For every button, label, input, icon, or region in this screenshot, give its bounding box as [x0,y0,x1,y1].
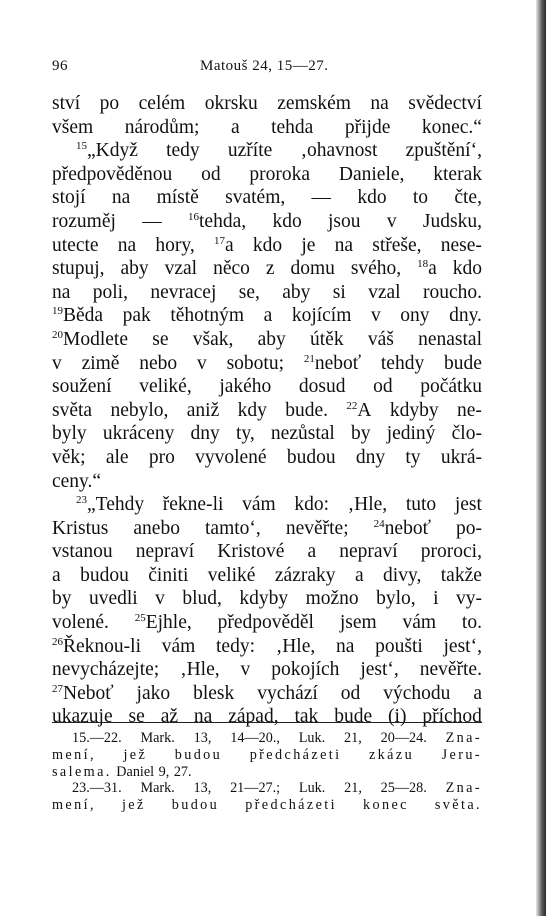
word: člo- [451,423,482,445]
word: Mark. [140,780,175,797]
word: bude [334,706,373,728]
word: v [240,659,251,681]
word: ‚Hle, [347,494,388,516]
word: vstanou [52,541,113,563]
word: po- [455,517,482,539]
footnote-divider [52,722,482,723]
word: jako [136,682,171,704]
word: ukrá- [440,446,482,468]
word: tak [294,706,319,728]
word: vychází [257,682,318,704]
word: 23.—31. [72,780,122,797]
word: jež [121,797,146,814]
word: pro [148,446,175,468]
word: nezůstal [270,423,335,445]
word: 14—20., [230,730,280,746]
verse-number: 15 [76,140,87,153]
word: po [99,93,120,114]
word: vyvolené [195,446,267,468]
word: Daniele, [338,163,405,185]
word: kdo [252,234,283,256]
text-line [52,682,482,706]
word: vám [161,635,196,657]
page-number: 96 [52,58,68,74]
word: v [155,588,165,610]
footnote-line [52,747,482,764]
word: příchod [422,706,482,728]
verse-number: 19 [52,305,63,318]
verse-word [417,257,437,281]
text-line [52,163,482,187]
word: na [370,93,389,114]
word: svatém, [225,187,286,209]
word: ‚Hle, [275,635,316,657]
word: stojí [52,187,86,209]
word: aniž [186,399,220,421]
text-line [52,92,482,116]
word: sobotu; [226,352,284,374]
word: zkázu [368,746,415,763]
footnote-line [52,780,482,797]
word: tehda [271,116,314,138]
word: Modlete [63,328,128,350]
text-line [52,257,482,281]
word: Luk. [298,730,326,746]
word: takže [440,564,482,586]
word: z [265,258,275,280]
running-head: Matouš 24, 15—27. [200,58,329,74]
text-line [52,399,482,423]
word: mení, [52,746,96,763]
word: Mark. [140,730,175,746]
word: jest‘, [360,659,399,681]
text-line [52,540,482,564]
word: však, [192,328,234,350]
text-line [52,210,482,234]
word: a [428,258,437,280]
word: roucho. [422,281,482,303]
word: se, [238,281,260,303]
footnote-line [52,797,482,814]
footnotes [52,730,482,814]
text-line [52,635,482,659]
word: 21—27.; [230,780,281,797]
word: a [224,234,234,256]
word: jsou [328,210,361,232]
word: ukráceny [102,423,175,445]
word: poušti [375,635,423,657]
text-line [52,517,482,541]
word: uvedli [88,588,138,610]
word: „Když [87,140,138,162]
verse-number: 22 [346,399,358,412]
text-line [52,446,482,470]
word: A [357,399,372,421]
word: a [354,564,364,586]
verse-number: 25 [134,612,146,625]
word: se [128,706,145,728]
verse-word [52,304,103,328]
text-line [52,705,482,729]
word: nevracej [150,281,217,303]
word: věk; [52,446,86,468]
verse-word [52,682,114,706]
word: v [52,352,62,374]
word: svědectví [408,93,482,114]
word: Zna- [445,730,482,746]
text-line [52,658,482,682]
word: konec.“ [421,116,482,138]
word: 20—24. [380,730,427,746]
word: těhotným [170,305,245,327]
page-header [52,58,482,82]
word: kdo [357,187,387,209]
word: v [386,210,397,232]
word: předpověděl [217,612,314,634]
word: na [111,187,131,209]
word: na [193,706,213,728]
word: váš [367,328,394,350]
word: se [152,328,169,350]
word: tedy [166,140,200,162]
word: ství [52,93,81,114]
word: národům; [124,116,200,138]
verse-word [52,328,128,352]
word: Jeru- [441,746,482,763]
word: veliké, [139,376,192,398]
word: západ, [228,706,279,728]
verse-number: 17 [213,234,225,247]
word: stupuj, [52,258,105,280]
word: na [335,635,355,657]
verse-word [374,517,431,541]
word: i [433,588,439,610]
word: zemském [277,93,351,114]
word: aby [282,281,311,303]
text-line [52,304,482,328]
word: a [263,305,273,327]
word: rozuměj [52,210,116,232]
text-line [52,564,482,588]
text-line [52,234,482,258]
word: (i) [388,706,407,728]
word: by [351,423,371,445]
word: od [340,682,361,704]
word: něco [213,258,250,280]
word: předpověděnou [52,163,173,185]
word: východu [383,682,451,704]
word: přijde [344,116,391,138]
word: konec [362,797,409,814]
word: by [52,588,72,610]
word: nebo [139,352,178,374]
word: aby [257,328,286,350]
word: blud, [182,588,222,610]
word: kterak [433,163,482,185]
word: zázraky [274,564,336,586]
word: v [370,305,381,327]
word: možno [305,588,359,610]
word: kdyby [239,588,289,610]
word: vám [242,494,276,516]
word: 13, [193,730,212,746]
word: pokojích [271,659,340,681]
word: bylo, [376,588,416,610]
word: bude. [285,399,329,421]
text-line [52,139,482,163]
text-line [52,611,482,635]
word: Neboť [63,682,114,704]
word: utecte [52,234,99,256]
verse-number: 16 [188,210,200,223]
word: „Tehdy [87,494,145,516]
word: tedy: [216,635,256,657]
word: blesk [193,682,235,704]
word: budou [174,746,223,763]
word: kdy [237,399,267,421]
word: od [201,163,221,185]
verse-word [214,234,234,258]
word: ale [105,446,129,468]
word: ty, [235,423,255,445]
word: dny [355,446,386,468]
verse-number: 26 [52,635,63,648]
word: nese- [440,234,482,256]
verse-number: 27 [52,682,63,695]
word: kdo [452,258,482,280]
word: Judsku, [422,210,482,232]
word: dny. [449,305,482,327]
word: celém [138,93,186,114]
word: kdo [272,210,302,232]
word: jsem [339,612,377,634]
text-line [52,587,482,611]
word: vám [402,612,437,634]
word: soužení [52,376,112,398]
word: tuto [405,494,437,516]
word: řekne-li [162,494,224,516]
word: 15.—22. [72,730,122,746]
word: čte, [454,187,482,209]
word: domu [290,258,335,280]
word: dny [190,423,220,445]
verse-word [304,352,361,376]
word: proroci, [420,541,482,563]
word: ty [405,446,421,468]
word: 13, [193,780,212,797]
word: počátku [420,376,482,398]
word: 25—28. [380,780,427,797]
text-line [52,116,482,140]
word: — [142,210,162,232]
word: Daniel [116,763,155,780]
word: to [412,187,429,209]
word: útěk [310,328,344,350]
word: nepraví [135,541,195,563]
word: uzříte [227,140,273,162]
word: střeše, [372,234,422,256]
text-line [52,328,482,352]
word: od [373,376,393,398]
book-spine-edge [536,0,546,916]
word: a [52,564,61,586]
verse-number: 20 [52,328,63,341]
word: na [117,234,137,256]
word: Zna- [445,780,482,797]
word: nevěřte; [285,517,349,539]
word: neboť [384,517,431,539]
word: vy- [455,588,482,610]
word: dosud [298,376,346,398]
word: předcházeti [245,797,337,814]
word: jest‘, [443,635,482,657]
word: svého, [350,258,402,280]
word: Řeknou-li [63,635,141,657]
word: Kristus [52,517,109,539]
word: až [160,706,179,728]
word: a [307,541,317,563]
word: pak [122,305,151,327]
word: jest [454,494,482,516]
word: neboť [314,352,362,374]
verse-word [76,139,138,163]
word: jež [123,746,148,763]
word: tamto‘, [205,517,261,539]
word: a [230,116,240,138]
word: si [332,281,346,303]
word: předcházeti [249,746,342,763]
word: zpuštění‘, [405,140,482,162]
word: — [311,187,332,209]
word: to. [461,612,482,634]
word: nevycházejte; [52,659,160,681]
word: nepraví [339,541,398,563]
text-line [52,470,482,494]
word: kdyby [389,399,439,421]
word: anebo [133,517,180,539]
word: 27. [173,763,192,780]
word: vzal [368,281,401,303]
word: v [197,352,207,374]
verse-word [52,635,141,659]
word: nebylo, [110,399,169,421]
footnote-line [52,730,482,747]
word: místě [156,187,199,209]
word: ony [400,305,430,327]
word: Běda [63,305,104,327]
word: kdo: [294,494,329,516]
word: ne- [457,399,482,421]
word: budou [171,797,220,814]
word: volené. [52,612,109,634]
word: ceny.“ [52,470,102,492]
verse-word [346,399,371,423]
word: vzal [164,258,198,280]
word: zimě [81,352,120,374]
word: Kristové [217,541,285,563]
word: je [301,234,316,256]
word: budou [80,564,129,586]
word: okrsku [204,93,258,114]
word: nevěřte. [419,659,482,681]
word: a [473,682,482,704]
word: nenastal [418,328,482,350]
word: hory, [155,234,195,256]
word: na [334,234,354,256]
word: budou [286,446,336,468]
text-line [52,186,482,210]
word: Ejhle, [145,612,192,634]
verse-number: 18 [417,258,429,271]
word: ‚ohavnost [300,140,378,162]
text-line [52,375,482,399]
text-line [52,281,482,305]
word: kojícím [291,305,352,327]
body-text [52,92,482,729]
word: salema. [52,763,112,780]
word: jediný [386,423,436,445]
word: poli, [92,281,128,303]
word: aby [120,258,149,280]
word: proroka [249,163,311,185]
word: ‚Hle, [180,659,220,681]
word: 9, [158,763,170,780]
verse-word [76,493,144,517]
text-line [52,422,482,446]
word: 21, [344,730,362,746]
word: bude [444,352,482,374]
word: mení, [52,797,96,814]
word: tehda, [199,210,247,232]
footnote-line [52,764,482,781]
verse-word [135,611,192,635]
word: světa. [434,797,482,814]
word: činiti [148,564,189,586]
word: divy, [383,564,422,586]
word: všem [52,116,94,138]
word: ukazuje [52,706,113,728]
word: Luk. [298,780,326,797]
word: světa [52,399,93,421]
word: veliké [207,564,256,586]
word: na [52,281,71,303]
verse-number: 23 [76,494,87,507]
word: byly [52,423,87,445]
verse-word [188,210,246,234]
word: 21, [344,780,362,797]
verse-number: 21 [303,352,315,365]
text-line [52,352,482,376]
word: tehdy [380,352,425,374]
text-line [52,493,482,517]
verse-number: 24 [373,517,385,530]
word: jakého [219,376,272,398]
